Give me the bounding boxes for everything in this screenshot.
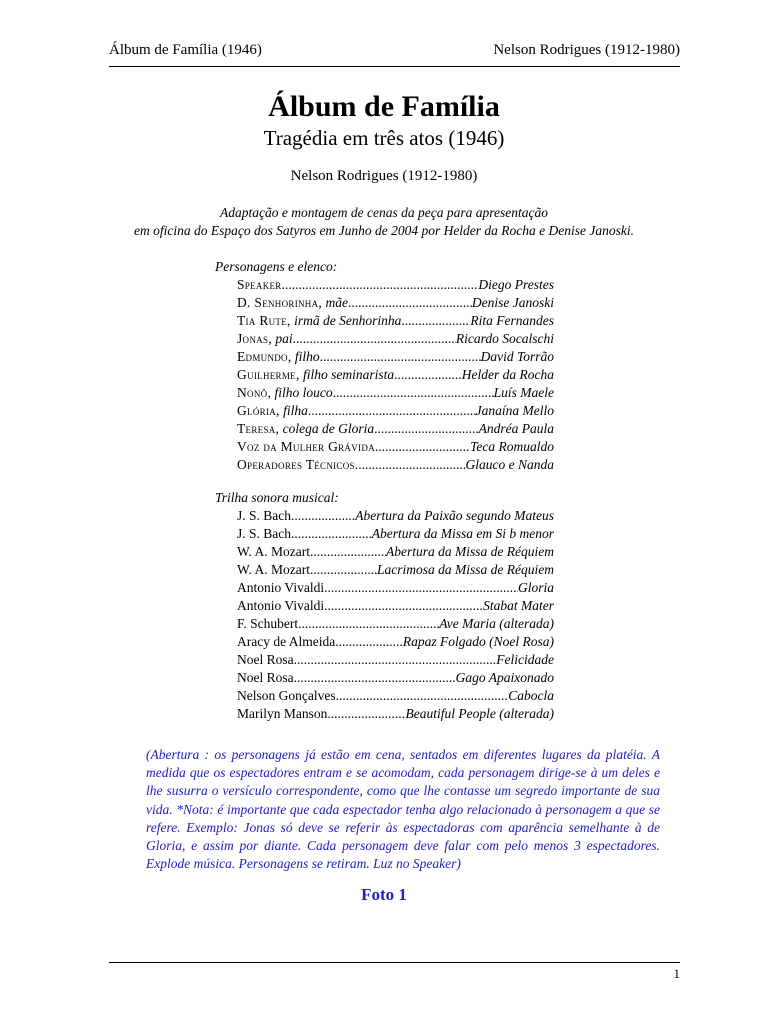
soundtrack-row [237, 598, 554, 616]
piece-title: Stabat Mater [483, 598, 554, 613]
cast-row [237, 349, 554, 367]
character-name: Tia Rute, [237, 313, 291, 328]
piece-title: Rapaz Folgado (Noel Rosa) [402, 634, 554, 649]
cast-label: Personagens e elenco: [215, 259, 338, 274]
cast-row [237, 331, 554, 349]
page-header [109, 40, 680, 67]
soundtrack-row [237, 508, 554, 526]
soundtrack-row [237, 580, 554, 598]
soundtrack-row [237, 634, 554, 652]
actor-name: Luís Maele [493, 385, 554, 400]
character-name: Nonô, [237, 385, 272, 400]
actor-name: Andréa Paula [478, 421, 554, 436]
composer-name: J. S. Bach [237, 508, 291, 523]
leader-dots [401, 313, 470, 329]
cast-row [237, 439, 554, 457]
composer-name: W. A. Mozart [237, 544, 310, 559]
leader-dots [355, 457, 466, 473]
document-title: Álbum de Família [268, 90, 500, 123]
actor-name: Teca Romualdo [470, 439, 554, 454]
leader-dots [375, 439, 470, 455]
character-role: filho [291, 349, 320, 364]
composer-name: Noel Rosa [237, 652, 294, 667]
leader-dots [394, 367, 462, 383]
piece-title: Abertura da Missa em Si b menor [371, 526, 554, 541]
piece-title: Abertura da Missa de Réquiem [386, 544, 554, 559]
stage-note [146, 746, 660, 873]
character-name: Jonas, [237, 331, 272, 346]
piece-title: Lacrimosa da Missa de Réquiem [377, 562, 554, 577]
composer-name: W. A. Mozart [237, 562, 310, 577]
composer-name: J. S. Bach [237, 526, 291, 541]
stage-note-text: (Abertura : os personagens já estão em cena, sentados em diferentes lugares da platéia. A medida que os espectadores entram e se acomodam, cada personagem dirige-se à um deles e lhe susurra o versículo correspondente, como que lhe contasse um segredo importante de sua vida. *Nota: é importante que cada espectador tenha algo relacionado à personagem a que se refere. Exemplo: Jonas só deve se referir às espectadoras com aparência semelhante à de Gloria, e assim por diante. Cada personagem deve falar com pelo menos 3 espectadores. Explode música. Personagens se retiram. Luz no Speaker) [146, 747, 660, 872]
actor-name: Janaína Mello [475, 403, 554, 418]
leader-dots [324, 598, 483, 614]
leader-dots [324, 580, 518, 596]
leader-dots [348, 295, 472, 311]
character-name: Glória, [237, 403, 280, 418]
composer-name: Antonio Vivaldi [237, 580, 325, 595]
piece-title: Gloria [517, 580, 554, 595]
header-title: Álbum de Família (1946) [109, 42, 262, 58]
actor-name: Ricardo Socalschi [455, 331, 554, 346]
composer-name: Nelson Gonçalves [237, 688, 336, 703]
actor-name: Helder da Rocha [461, 367, 554, 382]
piece-title: Ave Maria (alterada) [439, 616, 554, 631]
footer-rule [109, 962, 680, 963]
actor-name: Denise Janoski [471, 295, 554, 310]
soundtrack-row [237, 544, 554, 562]
leader-dots [291, 508, 355, 524]
cast-row [237, 385, 554, 403]
cast-row [237, 277, 554, 295]
character-role: filha [279, 403, 308, 418]
soundtrack-row [237, 670, 554, 688]
leader-dots [336, 688, 509, 704]
character-role: filho seminarista [299, 367, 395, 382]
piece-title: Gago Apaixonado [455, 670, 554, 685]
character-role: filho louco [271, 385, 333, 400]
leader-dots [291, 526, 372, 542]
soundtrack-list [237, 508, 554, 724]
actor-name: David Torrão [480, 349, 554, 364]
cast-row [237, 295, 554, 313]
leader-dots [327, 706, 405, 722]
leader-dots [308, 403, 476, 419]
leader-dots [294, 670, 456, 686]
soundtrack-label: Trilha sonora musical: [215, 490, 339, 505]
character-name: Voz da Mulher Grávida [237, 439, 375, 454]
leader-dots [320, 349, 481, 365]
character-role: colega de Gloria [279, 421, 375, 436]
cast-row [237, 421, 554, 439]
adaptation-line-2: em oficina do Espaço dos Satyros em Junho de 2004 por Helder da Rocha e Denise Janoski. [133, 223, 635, 238]
composer-name: Aracy de Almeida [237, 634, 336, 649]
leader-dots [374, 421, 479, 437]
soundtrack-row [237, 526, 554, 544]
leader-dots [310, 562, 377, 578]
leader-dots [282, 277, 479, 293]
character-name: Guilherme, [237, 367, 300, 382]
header-author: Nelson Rodrigues (1912-1980) [493, 42, 680, 58]
piece-title: Cabocla [508, 688, 554, 703]
character-name: Edmundo, [237, 349, 292, 364]
character-role: pai [271, 331, 293, 346]
piece-title: Felicidade [496, 652, 554, 667]
cast-list [237, 277, 554, 475]
cast-row [237, 313, 554, 331]
cast-row [237, 457, 554, 475]
character-name: Speaker [237, 277, 282, 292]
adaptation-credits [0, 204, 768, 240]
document-author: Nelson Rodrigues (1912-1980) [290, 168, 478, 184]
character-name: D. Senhorinha, [237, 295, 323, 310]
piece-title: Abertura da Paixão segundo Mateus [355, 508, 554, 523]
cast-row [237, 403, 554, 421]
soundtrack-row [237, 688, 554, 706]
actor-name: Glauco e Nanda [465, 457, 554, 472]
soundtrack-row [237, 706, 554, 724]
soundtrack-row [237, 562, 554, 580]
leader-dots [298, 616, 439, 632]
character-name: Teresa, [237, 421, 280, 436]
actor-name: Diego Prestes [478, 277, 554, 292]
composer-name: F. Schubert [237, 616, 299, 631]
cast-row [237, 367, 554, 385]
adaptation-line-1: Adaptação e montagem de cenas da peça para apresentação [220, 205, 548, 220]
leader-dots [333, 385, 494, 401]
document-subtitle: Tragédia em três atos (1946) [263, 126, 505, 150]
character-name: Operadores Técnicos [237, 457, 355, 472]
piece-title: Beautiful People (alterada) [405, 706, 554, 721]
soundtrack-row [237, 616, 554, 634]
leader-dots [294, 652, 497, 668]
character-role: mãe [322, 295, 348, 310]
character-role: irmã de Senhorinha [290, 313, 402, 328]
page-number: 1 [673, 966, 680, 981]
actor-name: Rita Fernandes [470, 313, 554, 328]
composer-name: Marilyn Manson [237, 706, 328, 721]
composer-name: Noel Rosa [237, 670, 294, 685]
soundtrack-row [237, 652, 554, 670]
leader-dots [310, 544, 386, 560]
leader-dots [335, 634, 403, 650]
leader-dots [293, 331, 456, 347]
photo-label: Foto 1 [361, 885, 407, 904]
composer-name: Antonio Vivaldi [237, 598, 325, 613]
